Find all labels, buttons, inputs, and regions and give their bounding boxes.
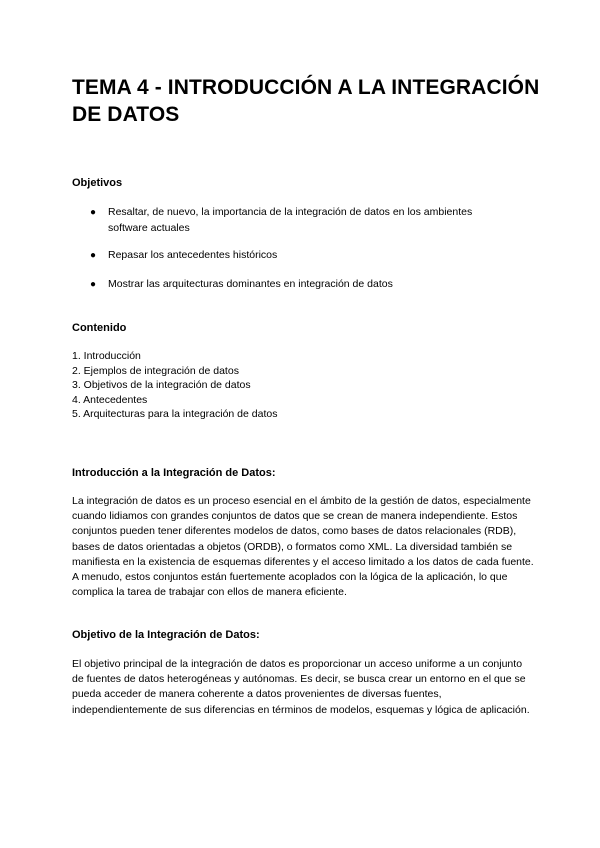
introduction-paragraph: La integración de datos es un proceso esencial en el ámbito de la gestión de datos, especialmente cuando lidiamos con grandes conjuntos de datos que se crean de manera independiente. Estos conjuntos pueden tener diferentes modelos de datos, como bases de datos relacionales (RDB), bases de datos orientadas a objetos (ORDB), o formatos como XML. La diversidad también se manifiesta en la existencia de esquemas diferentes y el acceso limitado a los datos de cada fuente. A menudo, estos conjuntos están fuertemente acoplados con la lógica de la aplicación, lo que complica la tarea de trabajar con ellos de manera eficiente. (72, 495, 534, 599)
objectives-heading: Objetivos (72, 177, 123, 189)
toc-item-ejemplos: 2. Ejemplos de integración de datos (72, 364, 239, 377)
contents-heading: Contenido (72, 322, 127, 334)
objective-heading: Objetivo de la Integración de Datos: (72, 629, 260, 641)
bullet-icon: ● (90, 250, 97, 261)
toc-item-objetivos: 3. Objetivos de la integración de datos (72, 379, 251, 391)
list-item (90, 248, 530, 264)
objective-text: Repasar los antecedentes históricos (108, 249, 278, 261)
objective-text: Resaltar, de nuevo, la importancia de la integración de datos en los ambientes software actuales (108, 206, 473, 234)
toc-item-arquitecturas: 5. Arquitecturas para la integración de datos (72, 408, 278, 420)
contents-list (72, 349, 277, 422)
introduction-heading: Introducción a la Integración de Datos: (72, 467, 276, 479)
toc-item-antecedentes: 4. Antecedentes (72, 393, 148, 406)
list-item (90, 205, 530, 236)
document-title: TEMA 4 - INTRODUCCIÓN A LA INTEGRACIÓN DE DATOS (72, 76, 540, 126)
objective-paragraph: El objetivo principal de la integración de datos es proporcionar un acceso uniforme a un conjunto de fuentes de datos heterogéneas y autónomas. Es decir, se busca crear un entorno en el que se pueda acceder de manera coherente a datos provenientes de diversas fuentes, independientemente de sus diferencias en términos de modelos, esquemas y lógica de aplicación. (72, 658, 530, 716)
objective-text: Mostrar las arquitecturas dominantes en integración de datos (108, 278, 393, 290)
bullet-icon: ● (90, 207, 97, 218)
toc-item-introduccion: 1. Introducción (72, 350, 141, 362)
list-item (90, 277, 530, 293)
bullet-icon: ● (90, 279, 97, 290)
